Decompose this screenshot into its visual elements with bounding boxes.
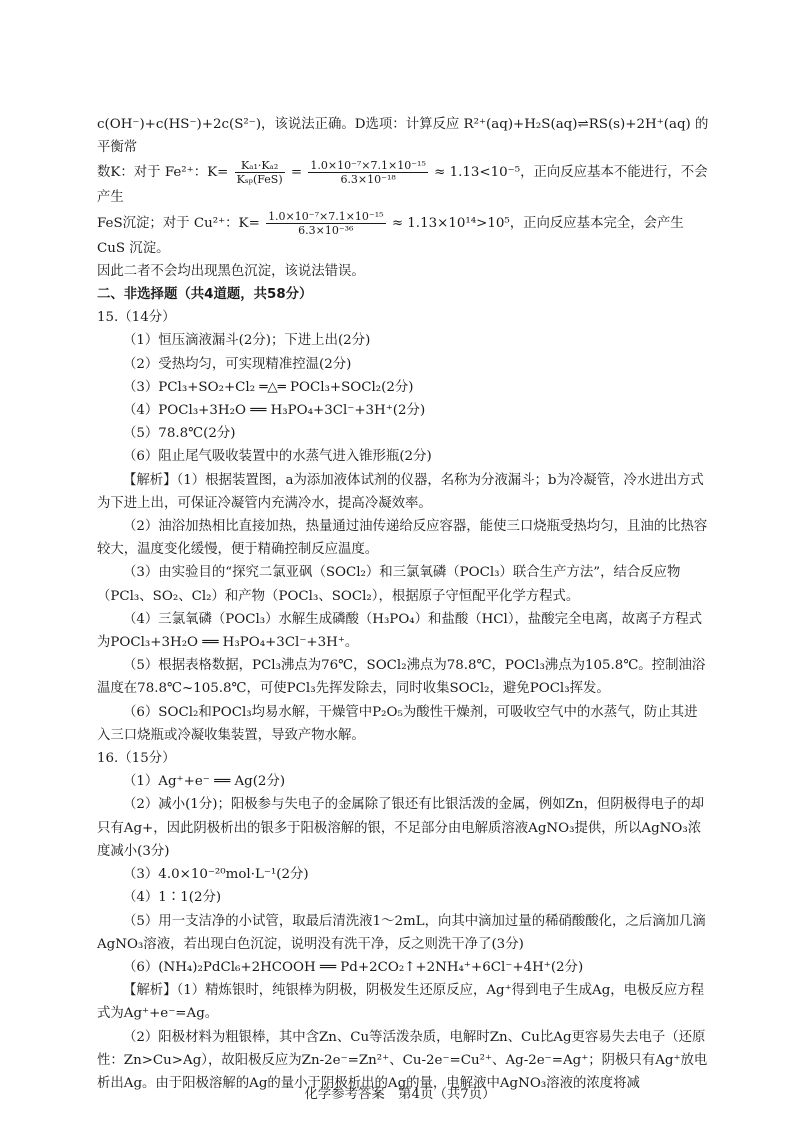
analysis-paragraph: （6）SOCl₂和POCl₃均易水解，干燥管中P₂O₅为酸性干燥剂，可吸收空气中的水蒸气，防止其进入三口烧瓶或冷凝收集装置，导致产物水解。 xyxy=(97,704,698,743)
answer-item: （6）阻止尾气吸收装置中的水蒸气进入锥形瓶(2分) xyxy=(123,449,432,465)
answer-item: （4）POCl₃+3H₂O ══ H₃PO₄+3Cl⁻+3H⁺(2分) xyxy=(123,403,426,419)
answer-item: （3）PCl₃+SO₂+Cl₂ ═△═ POCl₃+SOCl₂(2分) xyxy=(123,379,414,395)
answer-content xyxy=(97,113,709,1095)
analysis-paragraph: 【解析】（1）精炼银时，纯银棒为阴极，阴极发生还原反应，Ag⁺得到电子生成Ag，电极反应方程式为Ag⁺+e⁻=Ag。 xyxy=(97,983,704,1022)
page-footer: 化学参考答案 第4页（共7页） xyxy=(304,1087,496,1102)
answer-item: （3）4.0×10⁻²⁰mol·L⁻¹(2分) xyxy=(123,867,309,883)
analysis-paragraph: （2）阳极材料为粗银棒，其中含Zn、Cu等活泼杂质，电解时Zn、Cu比Ag更容易失去电子（还原性：Zn>Cu>Ag），故阳极反应为Zn-2e⁻=Zn²⁺、Cu-2e⁻=Cu²⁺、Ag-2e⁻=Ag⁺；阴极只有Ag⁺放电析出Ag。由于阳极溶解的Ag的量小于阴极析出的Ag的量，电解液中AgNO₃溶液的浓度将减 xyxy=(97,1029,708,1091)
section-heading: 二、非选择题（共4道题，共58分） xyxy=(97,287,313,303)
analysis-paragraph: （2）油浴加热相比直接加热，热量通过油传递给反应容器，能使三口烧瓶受热均匀，且油的比热容较大，温度变化缓慢，便于精确控制反应温度。 xyxy=(97,519,708,558)
answer-item: （2）减小(1分)；阳极参与失电子的金属除了银还有比银活泼的金属，例如Zn，但阴极得电子的却只有Ag+，因此阴极析出的银多于阳极溶解的银，不足部分由电解质溶液AgNO₃提供，所以AgNO₃浓度减小(3分) xyxy=(97,797,705,859)
fe-equilibrium-line: 数K：对于 Fe²⁺：K= $\frac{\text{Kₐ₁·Kₐ₂}}{\text{Kₛₚ(FeS)}}$ = $\frac{\text{1.0×10⁻⁷×7.1×10⁻¹⁵}}{\text{6.3×10⁻¹⁸}}$ ≈ 1.13<10⁻⁵，正向反应基本不能进行，不会产生 xyxy=(97,159,708,206)
answer-item: （5）78.8℃(2分) xyxy=(123,426,236,442)
analysis-paragraph: （4）三氯氧磷（POCl₃）水解生成磷酸（H₃PO₄）和盐酸（HCl），盐酸完全电离，故离子方程式为POCl₃+3H₂O ══ H₃PO₄+3Cl⁻+3H⁺。 xyxy=(97,611,702,651)
fraction-cu-value: $\frac{\text{1.0×10⁻⁷×7.1×10⁻¹⁵}}{\text{6.3×10⁻³⁶}}$ xyxy=(268,209,384,237)
text-line: 因此二者不会均出现黑色沉淀，该说法错误。 xyxy=(97,263,365,279)
analysis-paragraph: 【解析】（1）根据装置图，a为添加液体试剂的仪器，名称为分液漏斗；b为冷凝管，冷水进出方式为下进上出，可保证冷凝管内充满冷水，提高冷凝效率。 xyxy=(97,472,704,511)
cu-equilibrium-line: FeS沉淀；对于 Cu²⁺：K= $\frac{\text{1.0×10⁻⁷×7.1×10⁻¹⁵}}{\text{6.3×10⁻³⁶}}$ ≈ 1.13×10¹⁴>10⁵，正向反应基本完全，会产生CuS 沉淀。 xyxy=(97,209,684,256)
analysis-paragraph: （5）根据表格数据，PCl₃沸点为76℃，SOCl₂沸点为78.8℃，POCl₃沸点为105.8℃。控制油浴温度在78.8℃~105.8℃，可使PCl₃先挥发除去，同时收集SOCl₂，避免POCl₃挥发。 xyxy=(97,658,706,697)
answer-item: （4）1∶1(2分) xyxy=(123,890,222,906)
fraction-fe-value: $\frac{\text{1.0×10⁻⁷×7.1×10⁻¹⁵}}{\text{6.3×10⁻¹⁸}}$ xyxy=(310,159,426,187)
answer-item: （5）用一支洁净的小试管，取最后清洗液1～2mL，向其中滴加过量的稀硝酸酸化，之后滴加几滴AgNO₃溶液，若出现白色沉淀，说明没有洗干净，反之则洗干净了(3分) xyxy=(97,913,706,952)
question-number: 16.（15分） xyxy=(97,751,176,767)
fraction-ka-ksp: $\frac{\text{Kₐ₁·Kₐ₂}}{\text{Kₛₚ(FeS)}}$ xyxy=(236,159,283,187)
answer-item: （1）Ag⁺+e⁻ ══ Ag(2分) xyxy=(123,774,286,790)
answer-item: （1）恒压滴液漏斗(2分)；下进上出(2分) xyxy=(123,333,371,349)
text-line: c(OH⁻)+c(HS⁻)+2c(S²⁻)，该说法正确。D选项：计算反应 R²⁺(aq)+H₂S(aq)⇌RS(s)+2H⁺(aq) 的平衡常 xyxy=(97,117,709,156)
analysis-paragraph: （3）由实验目的“探究二氯亚砜（SOCl₂）和三氯氧磷（POCl₃）联合生产方法”，结合反应物（PCl₃、SO₂、Cl₂）和产物（POCl₃、SOCl₂），根据原子守恒配平化学方程式。 xyxy=(97,565,681,604)
answer-item: （2）受热均匀，可实现精准控温(2分) xyxy=(123,356,352,372)
question-number: 15.（14分） xyxy=(97,310,176,326)
answer-item: （6）(NH₄)₂PdCl₆+2HCOOH ══ Pd+2CO₂↑+2NH₄⁺+6Cl⁻+4H⁺(2分) xyxy=(123,959,584,975)
